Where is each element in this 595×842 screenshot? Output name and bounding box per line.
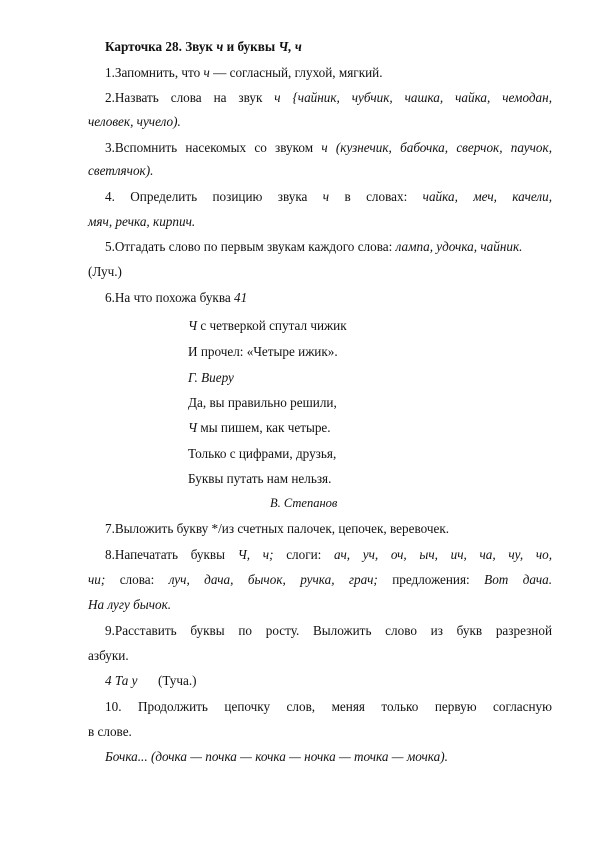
item-sound: ч <box>203 65 210 80</box>
poem-line-1 <box>188 318 347 334</box>
item-10-line-2: в слове. <box>88 724 132 739</box>
poem-line-5: Только с цифрами, друзья, <box>188 446 337 461</box>
item-syllable-last: чи; <box>88 572 106 587</box>
poem-line-4 <box>188 420 331 436</box>
item-text: Выложить букву */из счетных палочек, цепочек, веревочек. <box>114 521 450 536</box>
poem-author-1: Г. Виеру <box>188 370 234 385</box>
item-4-line-1 <box>105 189 552 205</box>
item-5-line-1 <box>105 239 522 255</box>
item-number: 7. <box>105 521 115 536</box>
item-text-words: слова: <box>119 572 169 587</box>
item-text: На что похожа буква <box>114 290 235 305</box>
poem-text: с четверкой спутал чижик <box>197 318 347 333</box>
item-9-line-1 <box>105 623 552 639</box>
item-text-rest: — согласный, глухой, мягкий. <box>209 65 383 80</box>
item-number: 9. <box>105 623 115 638</box>
poem-line-3: Да, вы правильно решили, <box>188 395 337 410</box>
item-text: Напечатать буквы <box>114 547 238 562</box>
item-number: 2. <box>105 90 115 105</box>
item-2-line-1 <box>105 90 552 106</box>
item-words: ч (кузнечик, бабочка, сверчок, паучок, <box>321 140 552 155</box>
item-words: ч {чайник, чубчик, чашка, чайка, чемодан, <box>274 90 552 105</box>
item-9-line-2: азбуки. <box>88 648 129 663</box>
item-words: лампа, удочка, чайник. <box>395 239 523 254</box>
item-text: Отгадать слово по первым звукам каждого слова: <box>114 239 396 254</box>
title-letters: Ч, ч <box>278 39 302 54</box>
item-5-line-2: (Луч.) <box>88 264 122 279</box>
item-tail: 41 <box>234 290 248 305</box>
item-6 <box>105 290 247 306</box>
poem-author-2: В. Степанов <box>270 496 338 510</box>
item-text: Вспомнить насекомых со звуком <box>114 140 322 155</box>
item-text: Назвать слова на звук <box>114 90 275 105</box>
poem-letter: Ч <box>188 318 198 333</box>
item-2-line-2: человек, чучело). <box>88 114 181 129</box>
item-number: 5. <box>105 239 115 254</box>
item-3-line-2: светлячок). <box>88 163 154 178</box>
item-8-line-3: На лугу бычок. <box>88 597 172 612</box>
item-syllables: ач, уч, оч, ыч, ич, ча, чу, чо, <box>334 547 553 562</box>
item-text: Расставить буквы по росту. Выложить слово из букв разрезной <box>114 623 552 638</box>
item-words: луч, дача, бычок, ручка, грач; <box>168 572 378 587</box>
poem-line-6: Буквы путать нам нельзя. <box>188 471 332 486</box>
poem-text: мы пишем, как четыре. <box>197 420 331 435</box>
item-number: 8. <box>105 547 115 562</box>
item-8-line-1 <box>105 547 552 563</box>
item-8-line-2 <box>88 572 552 588</box>
item-7 <box>105 521 449 537</box>
item-text: Запомнить, что <box>114 65 204 80</box>
title-sound: ч <box>216 39 224 54</box>
item-3-line-1 <box>105 140 552 156</box>
title-middle: и буквы <box>223 39 279 54</box>
item-text-sentences: предложения: <box>392 572 485 587</box>
item-words: чайка, меч, качели, <box>422 189 553 204</box>
item-9-line-3-scrambled: 4 Та у <box>105 673 138 688</box>
item-text-syllables: слоги: <box>286 547 335 562</box>
item-number: 3. <box>105 140 115 155</box>
item-number: 4. <box>105 189 115 204</box>
item-10-line-3: Бочка... (дочка — почка — кочка — ночка — точка — мочка). <box>105 749 448 764</box>
item-4-line-2: мяч, речка, кирпич. <box>88 214 196 229</box>
item-sound: ч <box>322 189 330 204</box>
item-text: Определить позицию звука <box>130 189 323 204</box>
item-1 <box>105 65 383 81</box>
title-prefix: Карточка 28. Звук <box>105 39 217 54</box>
item-number: 10. <box>105 699 122 714</box>
poem-letter: Ч <box>188 420 198 435</box>
item-text-mid: в словах: <box>344 189 423 204</box>
item-number: 1. <box>105 65 115 80</box>
item-9-line-3-answer: (Туча.) <box>158 673 197 688</box>
item-sentence: Вот дача. <box>484 572 553 587</box>
item-number: 6. <box>105 290 115 305</box>
item-10-line-1 <box>105 699 552 715</box>
poem-line-2: И прочел: «Четыре ижик». <box>188 344 338 359</box>
item-letters: Ч, ч; <box>237 547 274 562</box>
card-title <box>105 39 302 55</box>
item-text: Продолжить цепочку слов, меняя только первую согласную <box>121 699 552 714</box>
